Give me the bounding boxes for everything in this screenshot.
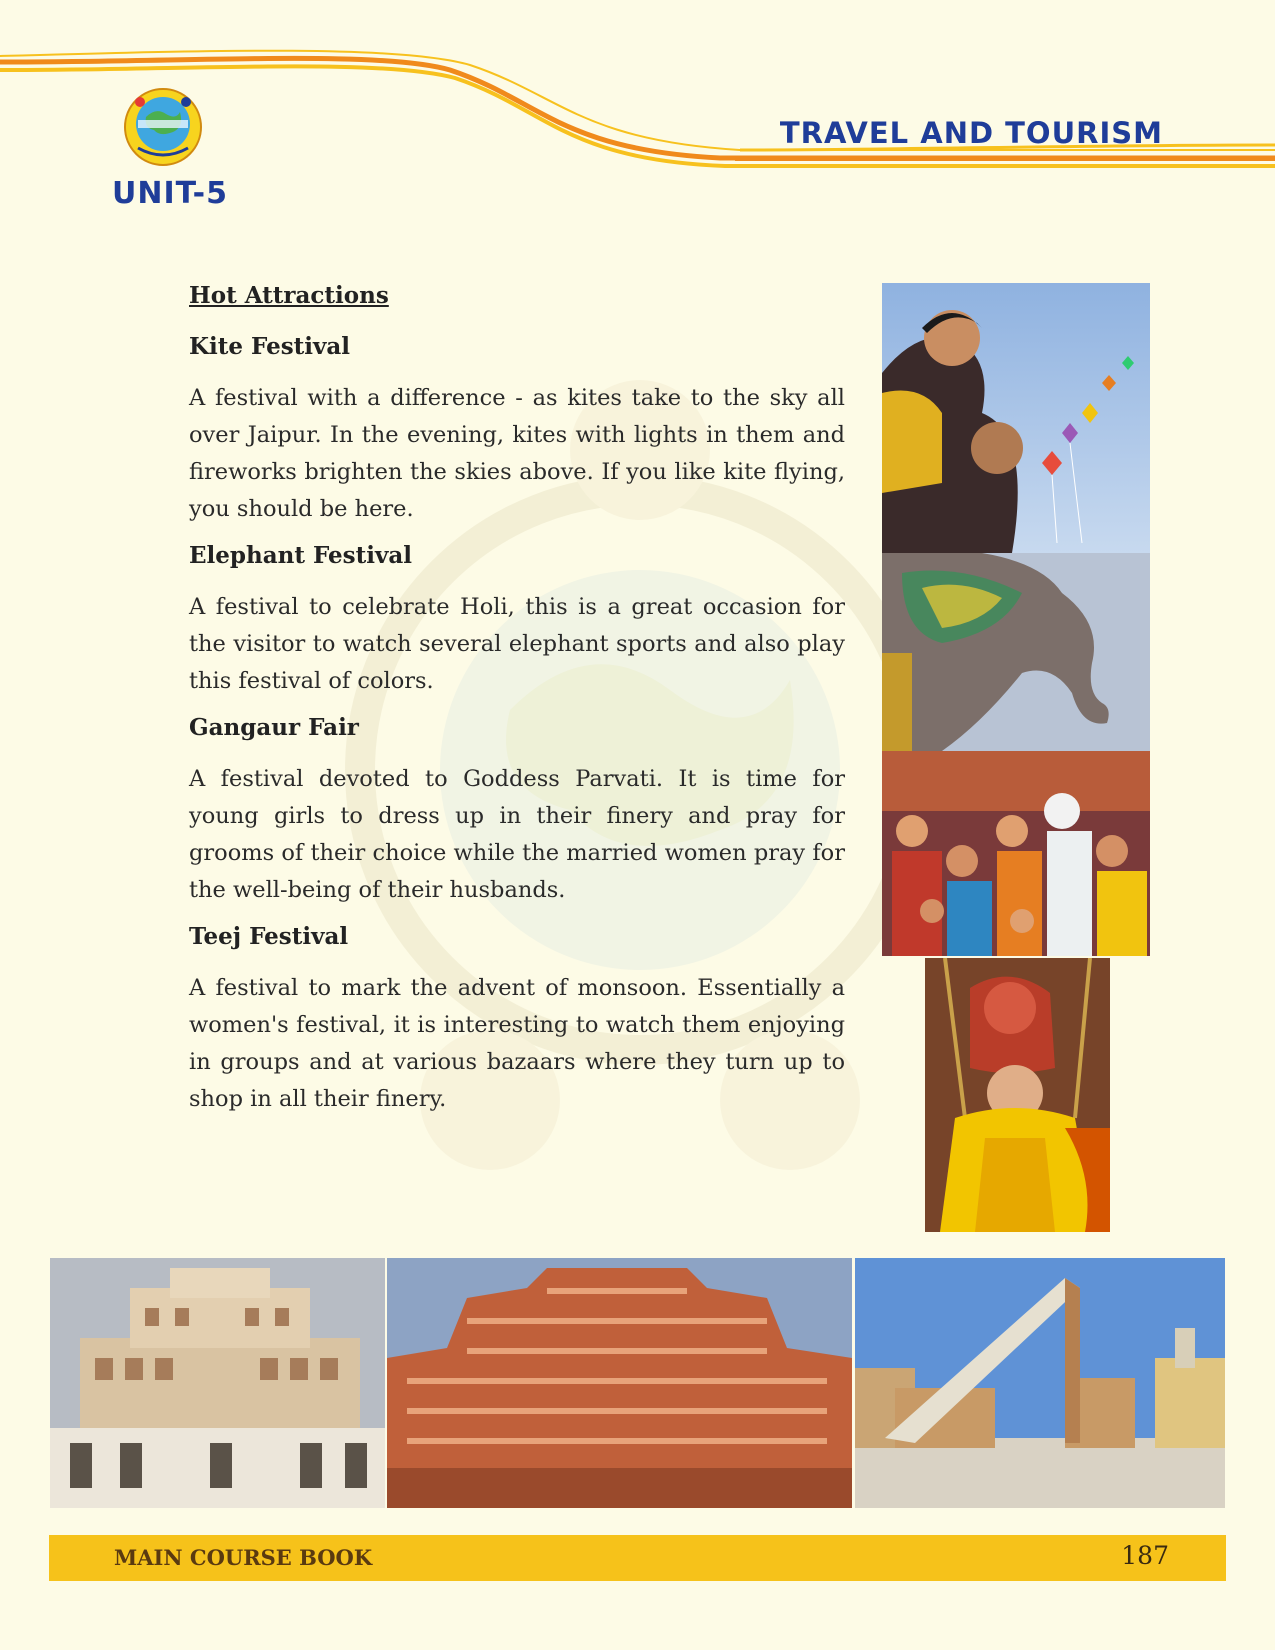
jantar-mantar-photo [855, 1258, 1225, 1508]
page-title: TRAVEL AND TOURISM [779, 116, 1163, 150]
section-heading: Hot Attractions [189, 282, 389, 309]
section-title-teej-festival: Teej Festival [189, 923, 349, 950]
section-body-teej-festival: A festival to mark the advent of monsoon. Essentially a women's festival, it is interesting to watch them enjoying in groups and at various bazaars where they turn up to shop in all their finery. [189, 975, 845, 1112]
kite-festival-photo [882, 283, 1150, 553]
teej-festival-photo [925, 958, 1110, 1232]
page-number: 187 [1121, 1541, 1169, 1570]
section-body-elephant-festival: A festival to celebrate Holi, this is a great occasion for the visitor to watch several elephant sports and also play this festival of colors. [189, 594, 845, 694]
gangaur-fair-photo [882, 751, 1150, 956]
section-title-kite-festival: Kite Festival [189, 333, 351, 360]
footer-book-title: MAIN COURSE BOOK [114, 1545, 373, 1570]
hawa-mahal-photo [387, 1258, 852, 1508]
section-body-gangaur-fair: A festival devoted to Goddess Parvati. It is time for young girls to dress up in their finery and pray for grooms of their choice while the married women pray for the well-being of their husbands. [189, 766, 845, 903]
city-palace-photo [50, 1258, 385, 1508]
globe-logo [118, 82, 208, 172]
globe-logo-icon [118, 82, 208, 172]
section-title-gangaur-fair: Gangaur Fair [189, 714, 359, 741]
unit-label: UNIT-5 [112, 176, 229, 211]
article-content [189, 282, 845, 1132]
elephant-festival-photo [882, 553, 1150, 751]
section-body-kite-festival: A festival with a difference - as kites take to the sky all over Jaipur. In the evening, kites with lights in them and fireworks brighten the skies above. If you like kite flying, you should be here. [189, 385, 845, 522]
section-title-elephant-festival: Elephant Festival [189, 542, 412, 569]
